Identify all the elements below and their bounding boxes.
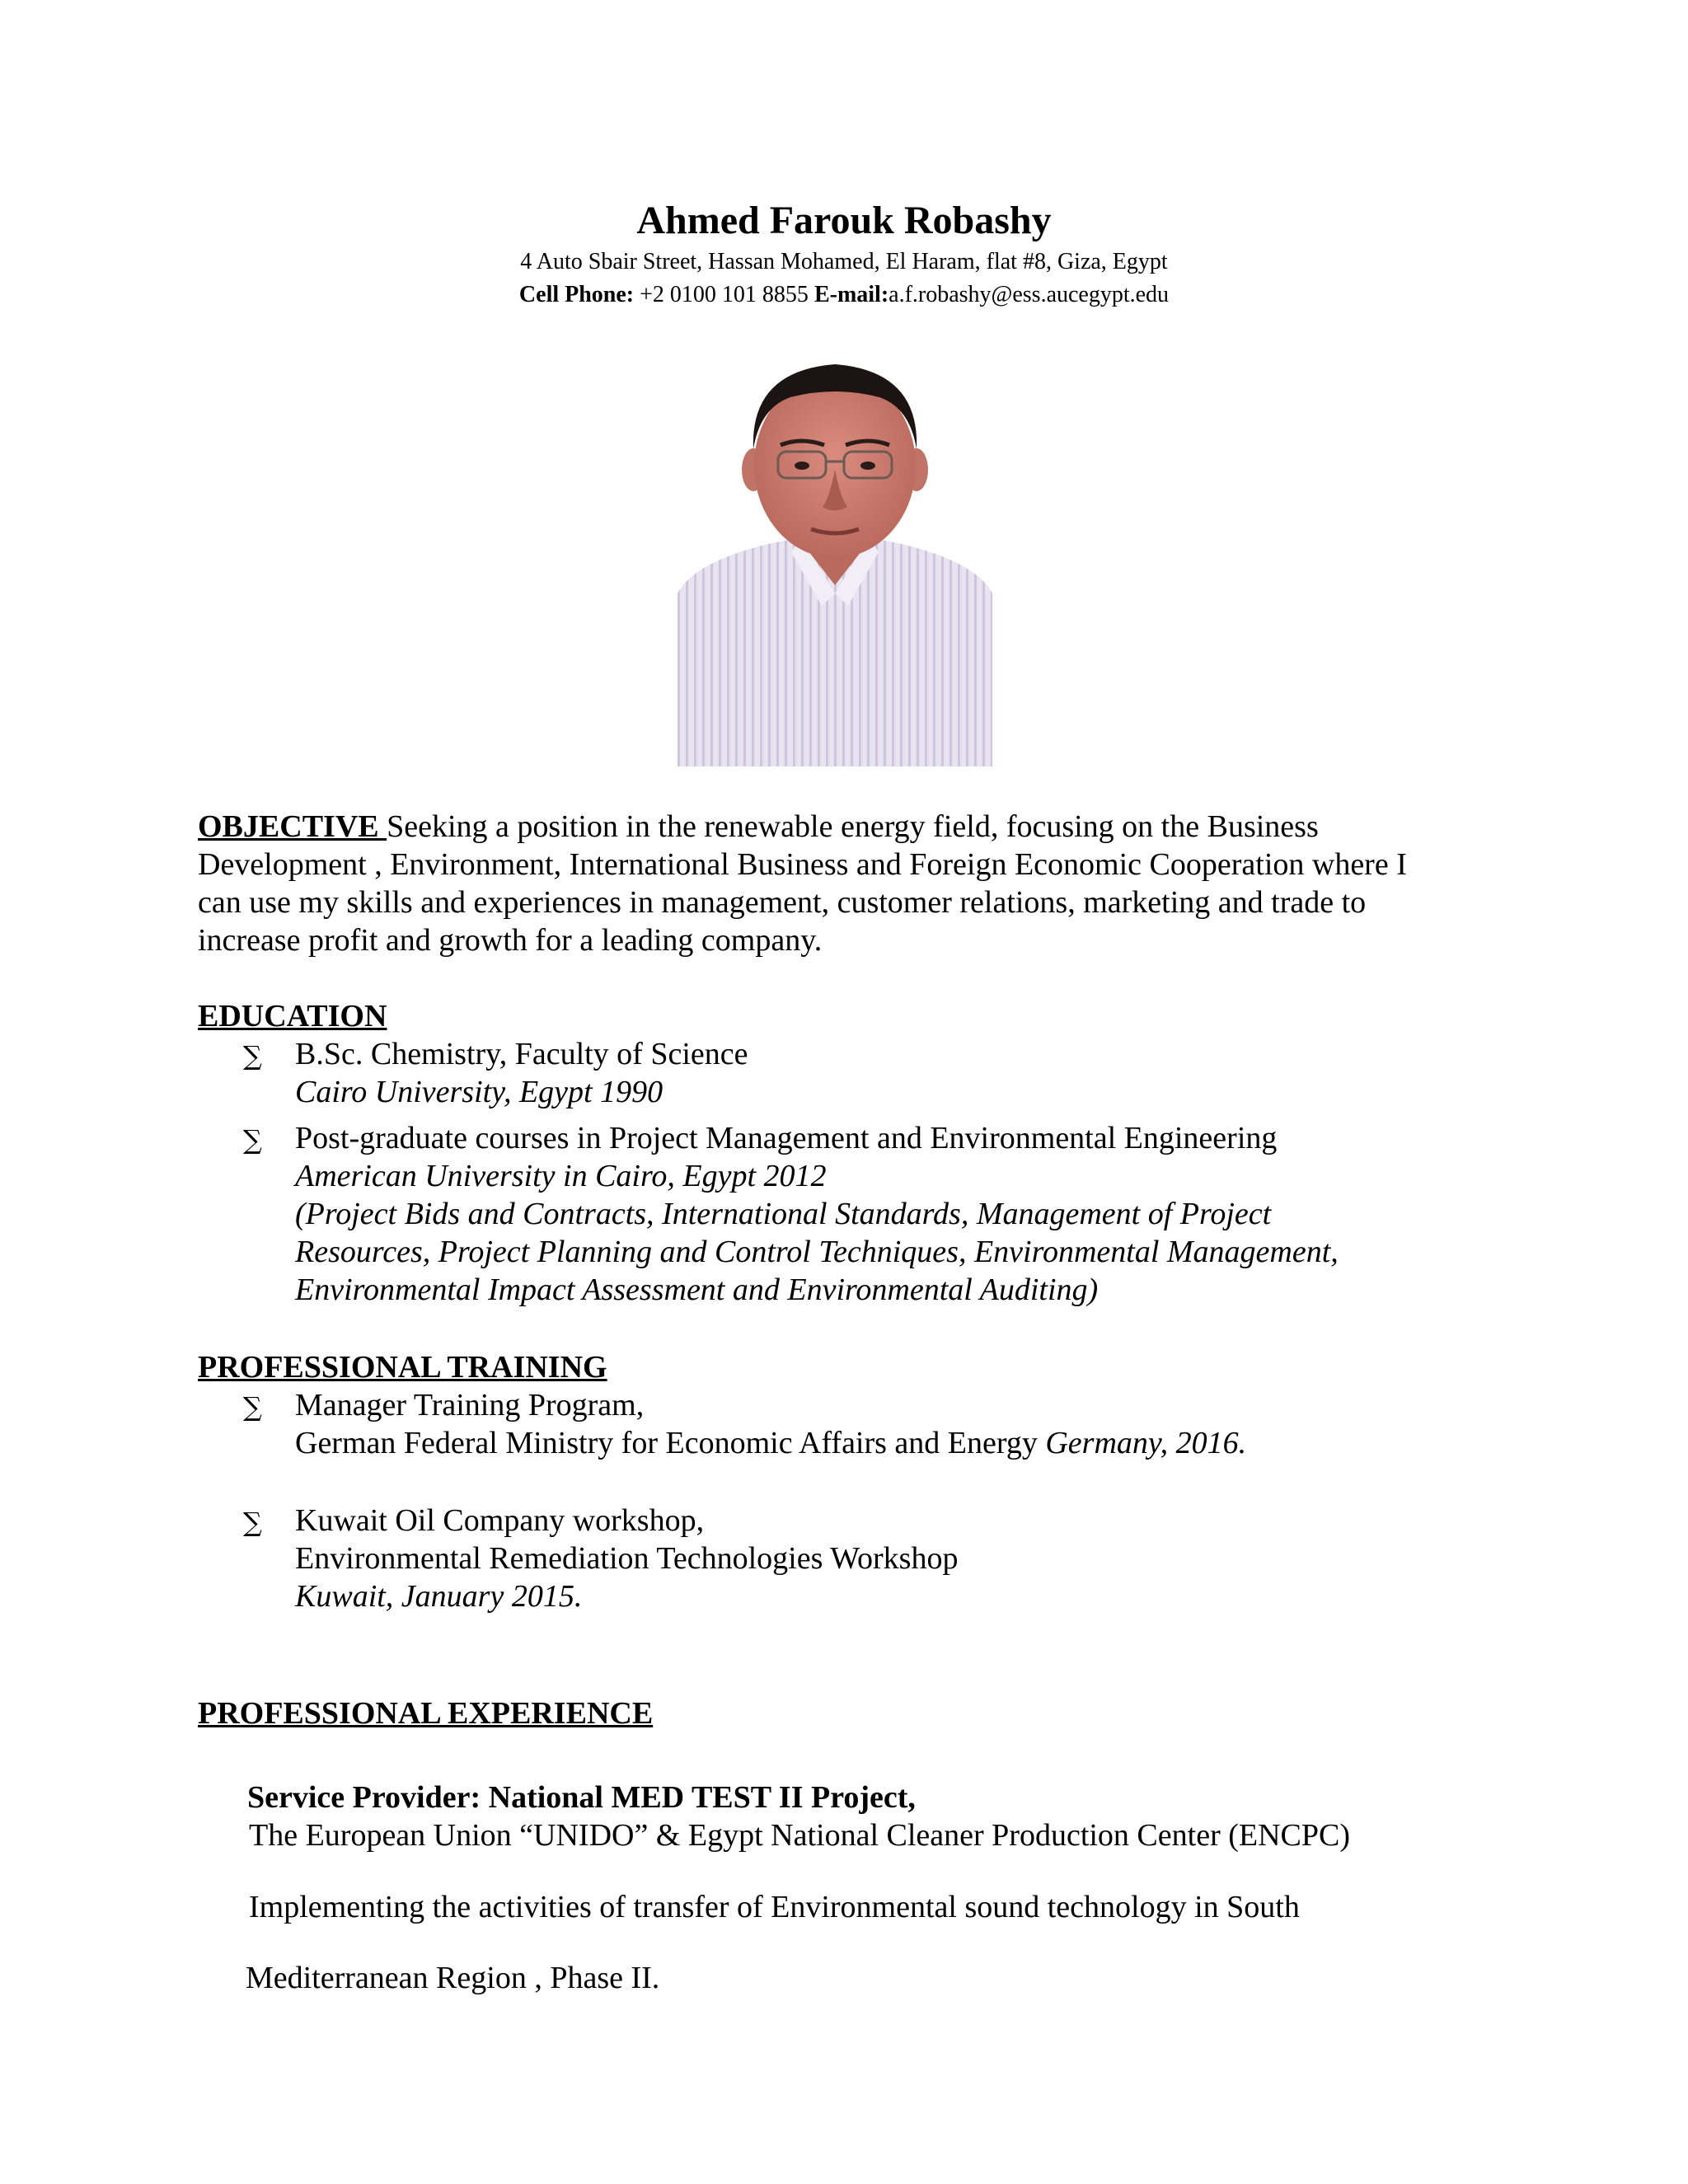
contact-line xyxy=(0,279,1688,312)
training-item-2-org: Environmental Remediation Technologies Workshop xyxy=(295,1541,959,1576)
training-heading: PROFESSIONAL TRAINING xyxy=(198,1350,607,1385)
objective-text-4: increase profit and growth for a leading company. xyxy=(198,923,823,958)
resume-header xyxy=(0,196,1688,312)
candidate-name: Ahmed Farouk Robashy xyxy=(636,199,1052,242)
education-item-2-title: Post-graduate courses in Project Management and Environmental Engineering xyxy=(295,1121,1278,1155)
email-label: E-mail: xyxy=(814,282,889,307)
objective-text-3: can use my skills and experiences in management, customer relations, marketing and trade to xyxy=(198,885,1367,920)
education-item-2-detail-4: Environmental Impact Assessment and Environmental Auditing) xyxy=(295,1272,1099,1307)
phone-number: +2 0100 101 8855 xyxy=(634,282,814,307)
bullet-icon: ∑ xyxy=(243,1040,262,1071)
email-address: a.f.robashy@ess.aucegypt.edu xyxy=(889,282,1170,307)
training-item-1-org: German Federal Ministry for Economic Affairs and Energy xyxy=(295,1426,1046,1460)
bullet-icon: ∑ xyxy=(243,1124,262,1155)
objective-text-2: Development , Environment, International Business and Foreign Economic Cooperation where I xyxy=(198,847,1407,882)
bullet-icon: ∑ xyxy=(243,1391,262,1422)
experience-heading: PROFESSIONAL EXPERIENCE xyxy=(198,1696,654,1731)
portrait-photo xyxy=(678,346,992,766)
training-item-1-title: Manager Training Program, xyxy=(295,1388,645,1422)
objective-line-1 xyxy=(198,808,1319,846)
experience-organization: The European Union “UNIDO” & Egypt National Cleaner Production Center (ENCPC) xyxy=(249,1818,1351,1853)
training-item-2-title: Kuwait Oil Company workshop, xyxy=(295,1503,705,1538)
experience-description-1: Implementing the activities of transfer of Environmental sound technology in South xyxy=(249,1890,1300,1924)
education-heading: EDUCATION xyxy=(198,999,387,1033)
education-item-2-detail-1: American University in Cairo, Egypt 2012 xyxy=(295,1159,827,1193)
training-item-1-detail xyxy=(295,1424,1246,1462)
training-item-2-place-date: Kuwait, January 2015. xyxy=(295,1579,583,1614)
education-item-1-title: B.Sc. Chemistry, Faculty of Science xyxy=(295,1037,748,1071)
education-item-2-detail-2: (Project Bids and Contracts, International Standards, Management of Project xyxy=(295,1197,1272,1231)
training-item-1-place-date: Germany, 2016. xyxy=(1045,1426,1247,1460)
objective-heading: OBJECTIVE xyxy=(198,809,387,844)
address: 4 Auto Sbair Street, Hassan Mohamed, El Haram, flat #8, Giza, Egypt xyxy=(520,249,1168,274)
education-item-2-detail-3: Resources, Project Planning and Control Techniques, Environmental Management, xyxy=(295,1235,1339,1269)
experience-description-2: Mediterranean Region , Phase II. xyxy=(246,1961,660,1995)
education-item-1-detail: Cairo University, Egypt 1990 xyxy=(295,1075,663,1109)
phone-label: Cell Phone: xyxy=(518,282,635,307)
experience-role: Service Provider: National MED TEST II Project, xyxy=(247,1780,916,1815)
objective-text-1: Seeking a position in the renewable energy field, focusing on the Business xyxy=(387,809,1319,844)
bullet-icon: ∑ xyxy=(243,1507,262,1538)
